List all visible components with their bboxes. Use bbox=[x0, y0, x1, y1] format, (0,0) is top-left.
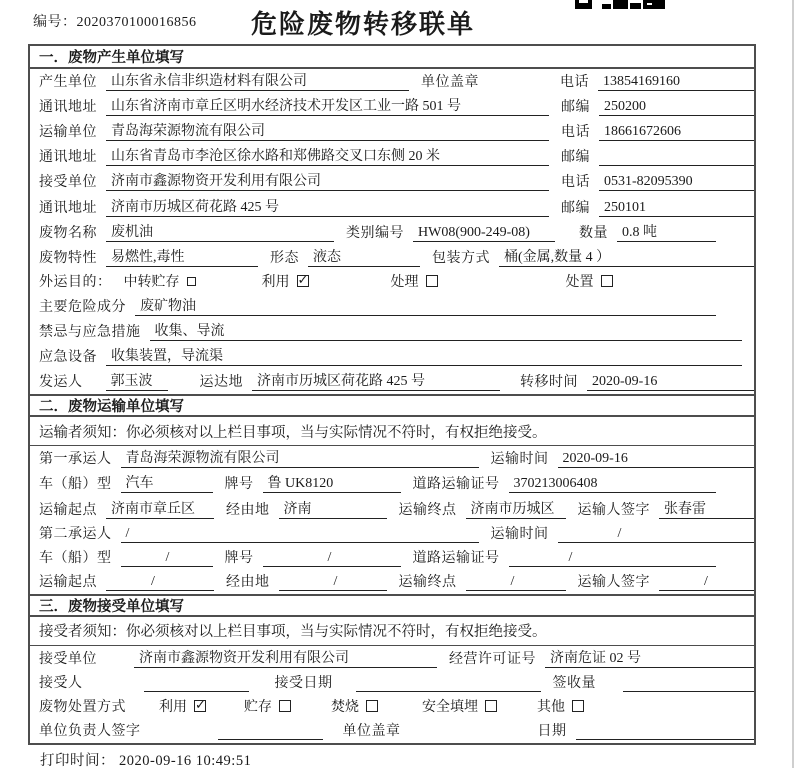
row-route2 bbox=[30, 570, 754, 594]
row-accept-unit bbox=[30, 646, 754, 671]
zip2-value bbox=[599, 149, 754, 166]
sign1-value: 张春雷 bbox=[659, 498, 754, 519]
via2-label: 经由地 bbox=[226, 574, 270, 590]
disposal-option-other-label: 其他 bbox=[537, 700, 565, 716]
purpose-label: 外运目的： bbox=[39, 274, 112, 290]
disposal-label: 废物处置方式 bbox=[39, 700, 126, 716]
via1-value: 济南 bbox=[279, 498, 387, 519]
row-vehicle2 bbox=[30, 546, 754, 570]
row-carrier1 bbox=[30, 446, 754, 471]
time1-value: 2020-09-16 bbox=[558, 451, 755, 468]
producer-label: 产生单位 bbox=[39, 75, 97, 91]
row-carrier2 bbox=[30, 522, 754, 546]
disposal-option-store-checkbox bbox=[279, 700, 291, 712]
unit-seal-label: 单位盖章 bbox=[421, 75, 479, 91]
purpose-option-treat-label: 处理 bbox=[390, 274, 419, 290]
end1-value: 济南市历城区 bbox=[466, 498, 566, 519]
carrier2-value: / bbox=[121, 526, 479, 543]
date-label: 日期 bbox=[537, 724, 567, 740]
row-emergency bbox=[30, 319, 754, 344]
category-value: HW08(900-249-08) bbox=[413, 225, 555, 242]
origin1-value: 济南市章丘区 bbox=[106, 498, 214, 519]
disposal-option-store bbox=[244, 696, 291, 716]
head-sign-label: 单位负责人签字 bbox=[39, 724, 141, 740]
permit-value: 济南危证 02 号 bbox=[545, 647, 754, 668]
transfer-date-label: 转移时间 bbox=[520, 375, 578, 391]
transporter-value: 青岛海荣源物流有限公司 bbox=[106, 120, 549, 141]
disposal-option-use-checkbox bbox=[194, 700, 206, 712]
waste-name-value: 废机油 bbox=[106, 221, 334, 242]
zip1-value: 250200 bbox=[599, 99, 754, 116]
producer-value: 山东省永信非织造材料有限公司 bbox=[106, 70, 409, 91]
carrier1-label: 第一承运人 bbox=[39, 452, 112, 468]
origin1-label: 运输起点 bbox=[39, 502, 97, 518]
disposal-option-use-label: 利用 bbox=[159, 700, 187, 716]
purpose-option-transfer bbox=[124, 271, 196, 291]
accept-date-label: 接受日期 bbox=[274, 675, 333, 691]
disposal-option-store-label: 贮存 bbox=[244, 700, 272, 716]
hazard-label: 主要危险成分 bbox=[39, 299, 126, 315]
end1-label: 运输终点 bbox=[398, 502, 457, 518]
category-label: 类别编号 bbox=[346, 225, 404, 241]
disposal-option-other-checkbox bbox=[572, 700, 584, 712]
serial-value: 2020370100016856 bbox=[76, 15, 197, 30]
acceptor-label: 接受人 bbox=[39, 675, 83, 691]
sign2-label: 运输人签字 bbox=[577, 574, 650, 590]
signed-qty-label: 签收量 bbox=[552, 675, 596, 691]
time2-value: / bbox=[558, 526, 755, 543]
transporter-label: 运输单位 bbox=[39, 125, 97, 141]
qr-code-fragment-icon bbox=[575, 0, 667, 10]
section1-title: 一．废物产生单位填写 bbox=[30, 46, 754, 69]
addr2-value: 山东省青岛市李沧区徐水路和郑佛路交叉口东侧 20 米 bbox=[106, 145, 549, 166]
purpose-option-dispose bbox=[566, 271, 613, 291]
end2-value: / bbox=[466, 574, 566, 591]
print-time bbox=[40, 749, 255, 768]
row-receiver-address bbox=[30, 194, 754, 219]
receiver-value: 济南市鑫源物资开发利用有限公司 bbox=[106, 170, 549, 191]
unit-seal2-label: 单位盖章 bbox=[342, 724, 401, 740]
dest-label: 运达地 bbox=[199, 375, 243, 391]
row-transporter-address bbox=[30, 144, 754, 169]
vehicle2-label: 车（船）型 bbox=[39, 550, 112, 566]
phone3-value: 0531-82095390 bbox=[599, 174, 754, 191]
vehicle1-label: 车（船）型 bbox=[39, 477, 112, 493]
row-waste-name bbox=[30, 220, 754, 245]
row-producer-address bbox=[30, 94, 754, 119]
time1-label: 运输时间 bbox=[490, 452, 549, 468]
license2-label: 道路运输证号 bbox=[412, 550, 500, 566]
disposal-option-landfill bbox=[422, 696, 497, 716]
plate2-label: 牌号 bbox=[224, 550, 254, 566]
hazard-value: 废矿物油 bbox=[135, 295, 716, 316]
license1-label: 道路运输证号 bbox=[412, 477, 500, 493]
row-vehicle1 bbox=[30, 471, 754, 496]
purpose-option-dispose-checkbox bbox=[601, 275, 613, 287]
form-label: 形态 bbox=[270, 250, 299, 266]
plate1-value: 鲁 UK8120 bbox=[263, 472, 401, 493]
waste-name-label: 废物名称 bbox=[39, 225, 97, 241]
via2-value: / bbox=[279, 574, 387, 591]
origin2-value: / bbox=[106, 574, 214, 591]
row-transporter bbox=[30, 119, 754, 144]
serial-label: 编号： bbox=[33, 15, 77, 30]
page-edge-line bbox=[792, 0, 794, 768]
plate1-label: 牌号 bbox=[224, 477, 254, 493]
trait-label: 废物特性 bbox=[39, 250, 97, 266]
section2-notice: 运输者须知：你必须核对以上栏目事项，当与实际情况不符时，有权拒绝接受。 bbox=[30, 417, 754, 446]
phone2-value: 18661672606 bbox=[599, 124, 754, 141]
row-disposal bbox=[30, 695, 754, 719]
row-hazard bbox=[30, 294, 754, 319]
pack-value: 桶(金属,数量 4 ） bbox=[499, 246, 754, 267]
phone3-label: 电话 bbox=[561, 175, 590, 191]
vehicle2-value: / bbox=[121, 550, 213, 567]
zip1-label: 邮编 bbox=[561, 100, 590, 116]
purpose-option-use-label: 利用 bbox=[261, 274, 290, 290]
plate2-value: / bbox=[263, 550, 401, 567]
shipper-value: 郭玉波 bbox=[106, 370, 168, 391]
row-producer bbox=[30, 69, 754, 94]
zip2-label: 邮编 bbox=[561, 150, 590, 166]
addr1-value: 山东省济南市章丘区明水经济技术开发区工业一路 501 号 bbox=[106, 95, 549, 116]
qty-label: 数量 bbox=[579, 225, 608, 241]
row-equipment bbox=[30, 344, 754, 369]
trait-value: 易燃性,毒性 bbox=[106, 246, 258, 267]
emergency-value: 收集、导流 bbox=[150, 320, 743, 341]
head-sign-value bbox=[218, 723, 323, 740]
disposal-option-other bbox=[537, 696, 584, 716]
via1-label: 经由地 bbox=[226, 502, 270, 518]
manifest-form-table bbox=[28, 44, 756, 745]
accept-unit-value: 济南市鑫源物资开发利用有限公司 bbox=[134, 647, 437, 668]
row-shipper bbox=[30, 369, 754, 394]
purpose-option-treat bbox=[391, 271, 438, 291]
disposal-option-landfill-label: 安全填埋 bbox=[422, 700, 478, 716]
dest-value: 济南市历城区荷花路 425 号 bbox=[252, 370, 500, 391]
disposal-option-burn bbox=[331, 696, 378, 716]
purpose-option-dispose-label: 处置 bbox=[565, 274, 594, 290]
section3-title: 三．废物接受单位填写 bbox=[30, 594, 754, 617]
row-purpose bbox=[30, 270, 754, 294]
zip3-label: 邮编 bbox=[561, 200, 590, 216]
purpose-option-transfer-checkbox bbox=[187, 277, 196, 286]
print-time-value: 2020-09-16 10:49:51 bbox=[119, 753, 252, 768]
license2-value: / bbox=[509, 550, 717, 567]
page-title: 危险废物转移联单 bbox=[250, 9, 475, 39]
carrier1-value: 青岛海荣源物流有限公司 bbox=[121, 447, 479, 468]
origin2-label: 运输起点 bbox=[39, 574, 97, 590]
row-acceptor bbox=[30, 671, 754, 695]
shipper-label: 发运人 bbox=[39, 375, 83, 391]
addr2-label: 通讯地址 bbox=[39, 150, 97, 166]
purpose-option-use-checkbox bbox=[297, 275, 309, 287]
carrier2-label: 第二承运人 bbox=[39, 526, 112, 542]
license1-value: 370213006408 bbox=[509, 476, 717, 493]
row-waste-trait bbox=[30, 245, 754, 270]
row-route1 bbox=[30, 496, 754, 521]
acceptor-value bbox=[144, 675, 249, 692]
row-receiver bbox=[30, 169, 754, 194]
transfer-date-value: 2020-09-16 bbox=[587, 374, 754, 391]
disposal-option-landfill-checkbox bbox=[485, 700, 497, 712]
section2-title: 二．废物运输单位填写 bbox=[30, 394, 754, 417]
disposal-option-burn-label: 焚烧 bbox=[331, 700, 359, 716]
phone1-value: 13854169160 bbox=[598, 74, 754, 91]
purpose-option-transfer-label: 中转贮存 bbox=[123, 274, 180, 290]
qty-value: 0.8 吨 bbox=[617, 221, 716, 242]
signed-qty-value bbox=[623, 675, 754, 692]
disposal-option-burn-checkbox bbox=[366, 700, 378, 712]
pack-label: 包装方式 bbox=[432, 250, 490, 266]
permit-label: 经营许可证号 bbox=[449, 651, 536, 667]
disposal-option-use bbox=[159, 696, 206, 716]
row-head-sign bbox=[30, 719, 754, 743]
addr1-label: 通讯地址 bbox=[39, 100, 97, 116]
phone2-label: 电话 bbox=[561, 125, 590, 141]
document-header bbox=[0, 0, 796, 44]
accept-date-value bbox=[356, 675, 541, 692]
print-time-label: 打印时间： bbox=[40, 753, 115, 768]
vehicle1-value: 汽车 bbox=[121, 472, 213, 493]
equipment-value: 收集装置，导流渠 bbox=[106, 345, 742, 366]
sign1-label: 运输人签字 bbox=[577, 502, 650, 518]
end2-label: 运输终点 bbox=[398, 574, 457, 590]
time2-label: 运输时间 bbox=[490, 526, 549, 542]
addr3-label: 通讯地址 bbox=[39, 200, 97, 216]
addr3-value: 济南市历城区荷花路 425 号 bbox=[106, 196, 549, 217]
section3-notice: 接受者须知：你必须核对以上栏目事项，当与实际情况不符时，有权拒绝接受。 bbox=[30, 617, 754, 646]
receiver-label: 接受单位 bbox=[39, 175, 97, 191]
emergency-label: 禁忌与应急措施 bbox=[39, 325, 141, 341]
sign2-value: / bbox=[659, 574, 754, 591]
date-value bbox=[576, 723, 755, 740]
purpose-option-use bbox=[262, 271, 309, 291]
phone1-label: 电话 bbox=[560, 75, 589, 91]
zip3-value: 250101 bbox=[599, 200, 754, 217]
equipment-label: 应急设备 bbox=[39, 350, 97, 366]
accept-unit-label: 接受单位 bbox=[39, 651, 97, 667]
purpose-option-treat-checkbox bbox=[426, 275, 438, 287]
form-value: 液态 bbox=[308, 246, 420, 267]
